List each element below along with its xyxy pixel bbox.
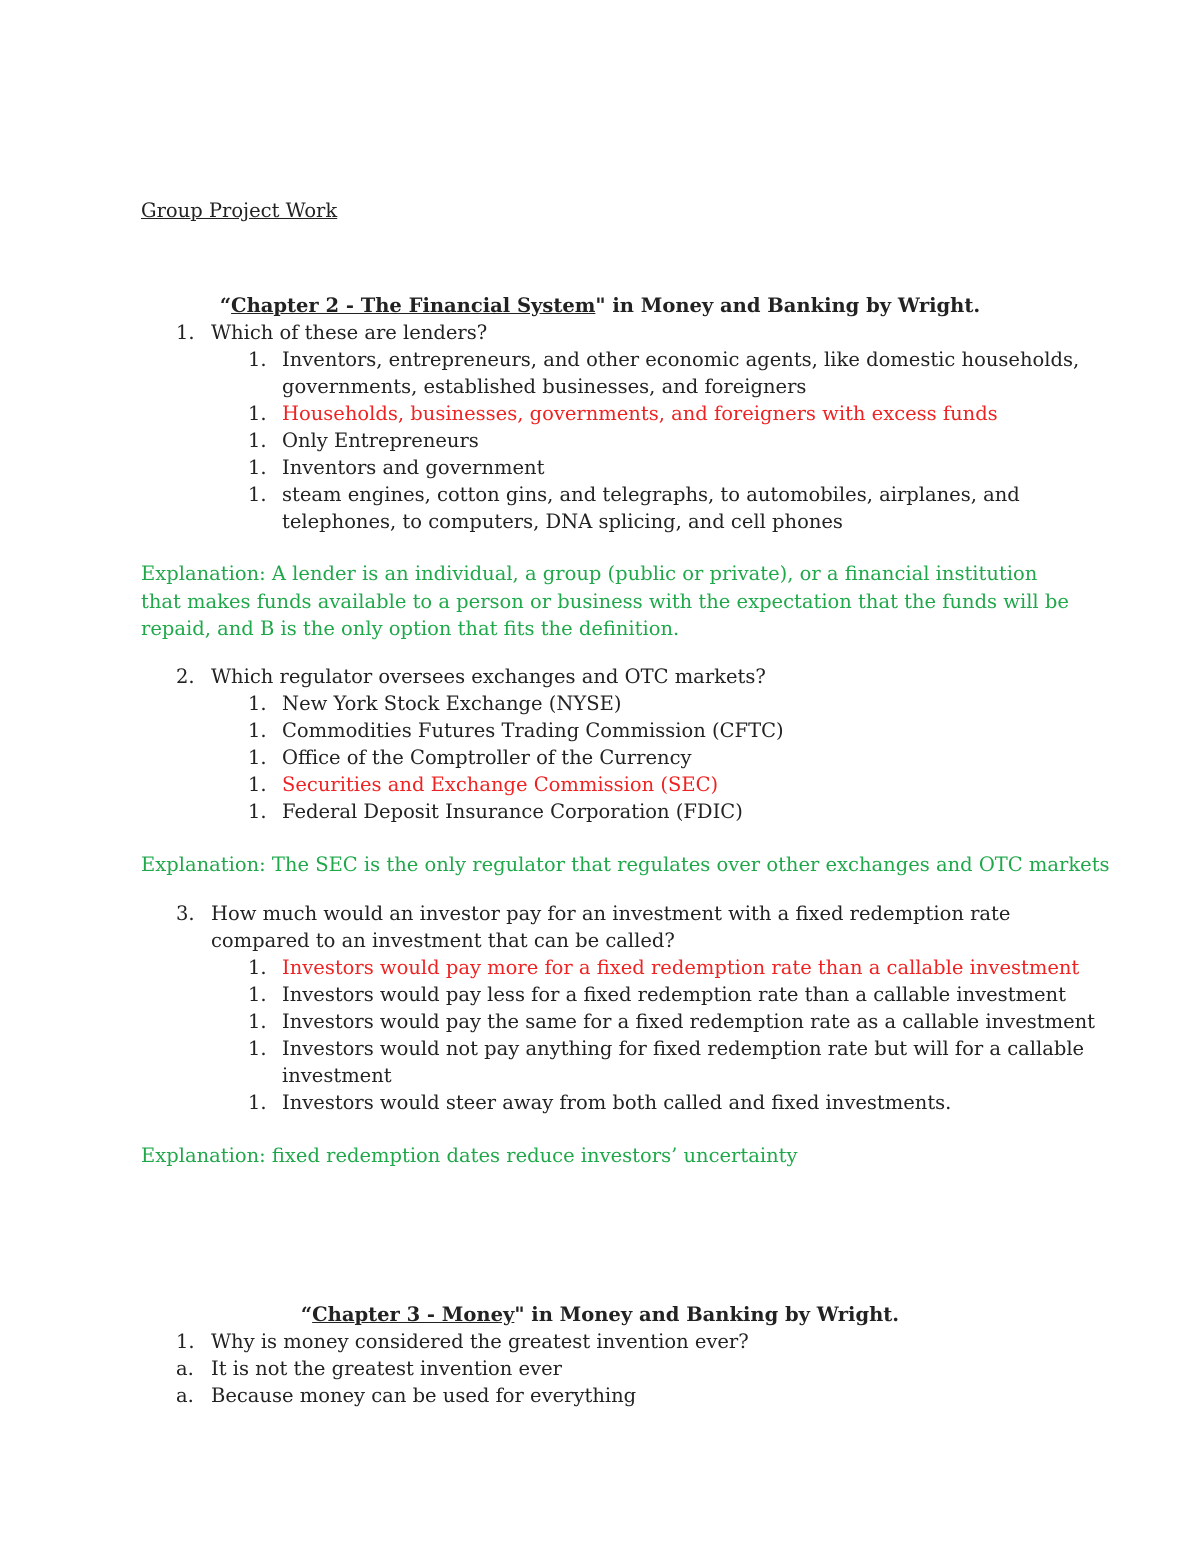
option-text: Investors would pay the same for a fixed redemption rate as a callable investment — [282, 1010, 1096, 1033]
chapter-3-suffix: in Money and Banking by Wright. — [524, 1303, 900, 1326]
open-quote: “ — [300, 1303, 313, 1326]
question-text: Which of these are lenders? — [211, 321, 488, 344]
question-number: 3. — [176, 902, 195, 925]
question-number: 1. — [176, 1330, 195, 1353]
option-text-line-1: Inventors, entrepreneurs, and other economic agents, like domestic households, — [282, 348, 1080, 371]
option-text: It is not the greatest invention ever — [211, 1357, 562, 1380]
option-marker: 1. — [248, 483, 267, 506]
option-text: Securities and Exchange Commission (SEC) — [282, 773, 719, 796]
option-marker: 1. — [248, 402, 267, 425]
chapter-2-title: Chapter 2 - The Financial System — [231, 294, 596, 317]
option-marker: a. — [176, 1357, 194, 1380]
option-text: Investors would pay more for a fixed redemption rate than a callable investment — [282, 956, 1080, 979]
open-quote: “ — [219, 294, 232, 317]
question-text: Why is money considered the greatest invention ever? — [211, 1330, 749, 1353]
option-marker: 1. — [248, 746, 267, 769]
option-text: New York Stock Exchange (NYSE) — [282, 692, 622, 715]
option-text: Investors would pay less for a fixed redemption rate than a callable investment — [282, 983, 1066, 1006]
option-text: Office of the Comptroller of the Currency — [282, 746, 692, 769]
document-title: Group Project Work — [141, 199, 338, 222]
close-quote: " — [595, 294, 606, 317]
q1-explanation: Explanation: A lender is an individual, a group (public or private), or a financial institution that makes funds available to a person or business with the expectation that the funds will be repaid, and B is the only option that fits the definition. — [141, 562, 1069, 640]
option-text: Federal Deposit Insurance Corporation (FDIC) — [282, 800, 743, 823]
option-marker: 1. — [248, 983, 267, 1006]
option-text: Commodities Futures Trading Commission (CFTC) — [282, 719, 784, 742]
option-marker: 1. — [248, 1037, 267, 1060]
chapter-3-title: Chapter 3 - Money — [312, 1303, 515, 1326]
q2-explanation: Explanation: The SEC is the only regulator that regulates over other exchanges and OTC markets — [141, 853, 1110, 876]
q3-explanation: Explanation: fixed redemption dates reduce investors’ uncertainty — [141, 1144, 798, 1167]
option-text-line-2: telephones, to computers, DNA splicing, and cell phones — [282, 510, 843, 533]
close-quote: " — [514, 1303, 525, 1326]
chapter-3-heading — [0, 1303, 1200, 1326]
option-text: Inventors and government — [282, 456, 545, 479]
option-marker: 1. — [248, 456, 267, 479]
option-marker: 1. — [248, 773, 267, 796]
option-marker: 1. — [248, 429, 267, 452]
option-text: Households, businesses, governments, and foreigners with excess funds — [282, 402, 998, 425]
option-marker: 1. — [248, 1091, 267, 1114]
option-text-line-2: governments, established businesses, and foreigners — [282, 375, 807, 398]
question-text: Which regulator oversees exchanges and OTC markets? — [211, 665, 766, 688]
option-text: Because money can be used for everything — [211, 1384, 637, 1407]
option-marker: a. — [176, 1384, 194, 1407]
option-text-line-2: investment — [282, 1064, 392, 1087]
option-marker: 1. — [248, 692, 267, 715]
question-number: 1. — [176, 321, 195, 344]
option-marker: 1. — [248, 348, 267, 371]
option-marker: 1. — [248, 719, 267, 742]
chapter-2-heading — [0, 294, 1200, 317]
option-text-line-1: Investors would not pay anything for fixed redemption rate but will for a callable — [282, 1037, 1085, 1060]
option-text-line-1: steam engines, cotton gins, and telegraphs, to automobiles, airplanes, and — [282, 483, 1020, 506]
option-text: Investors would steer away from both called and fixed investments. — [282, 1091, 952, 1114]
option-marker: 1. — [248, 800, 267, 823]
option-marker: 1. — [248, 1010, 267, 1033]
question-text-line-1: How much would an investor pay for an investment with a fixed redemption rate — [211, 902, 1011, 925]
option-marker: 1. — [248, 956, 267, 979]
option-text: Only Entrepreneurs — [282, 429, 479, 452]
question-number: 2. — [176, 665, 195, 688]
chapter-2-suffix: in Money and Banking by Wright. — [605, 294, 981, 317]
question-text-line-2: compared to an investment that can be called? — [211, 929, 675, 952]
